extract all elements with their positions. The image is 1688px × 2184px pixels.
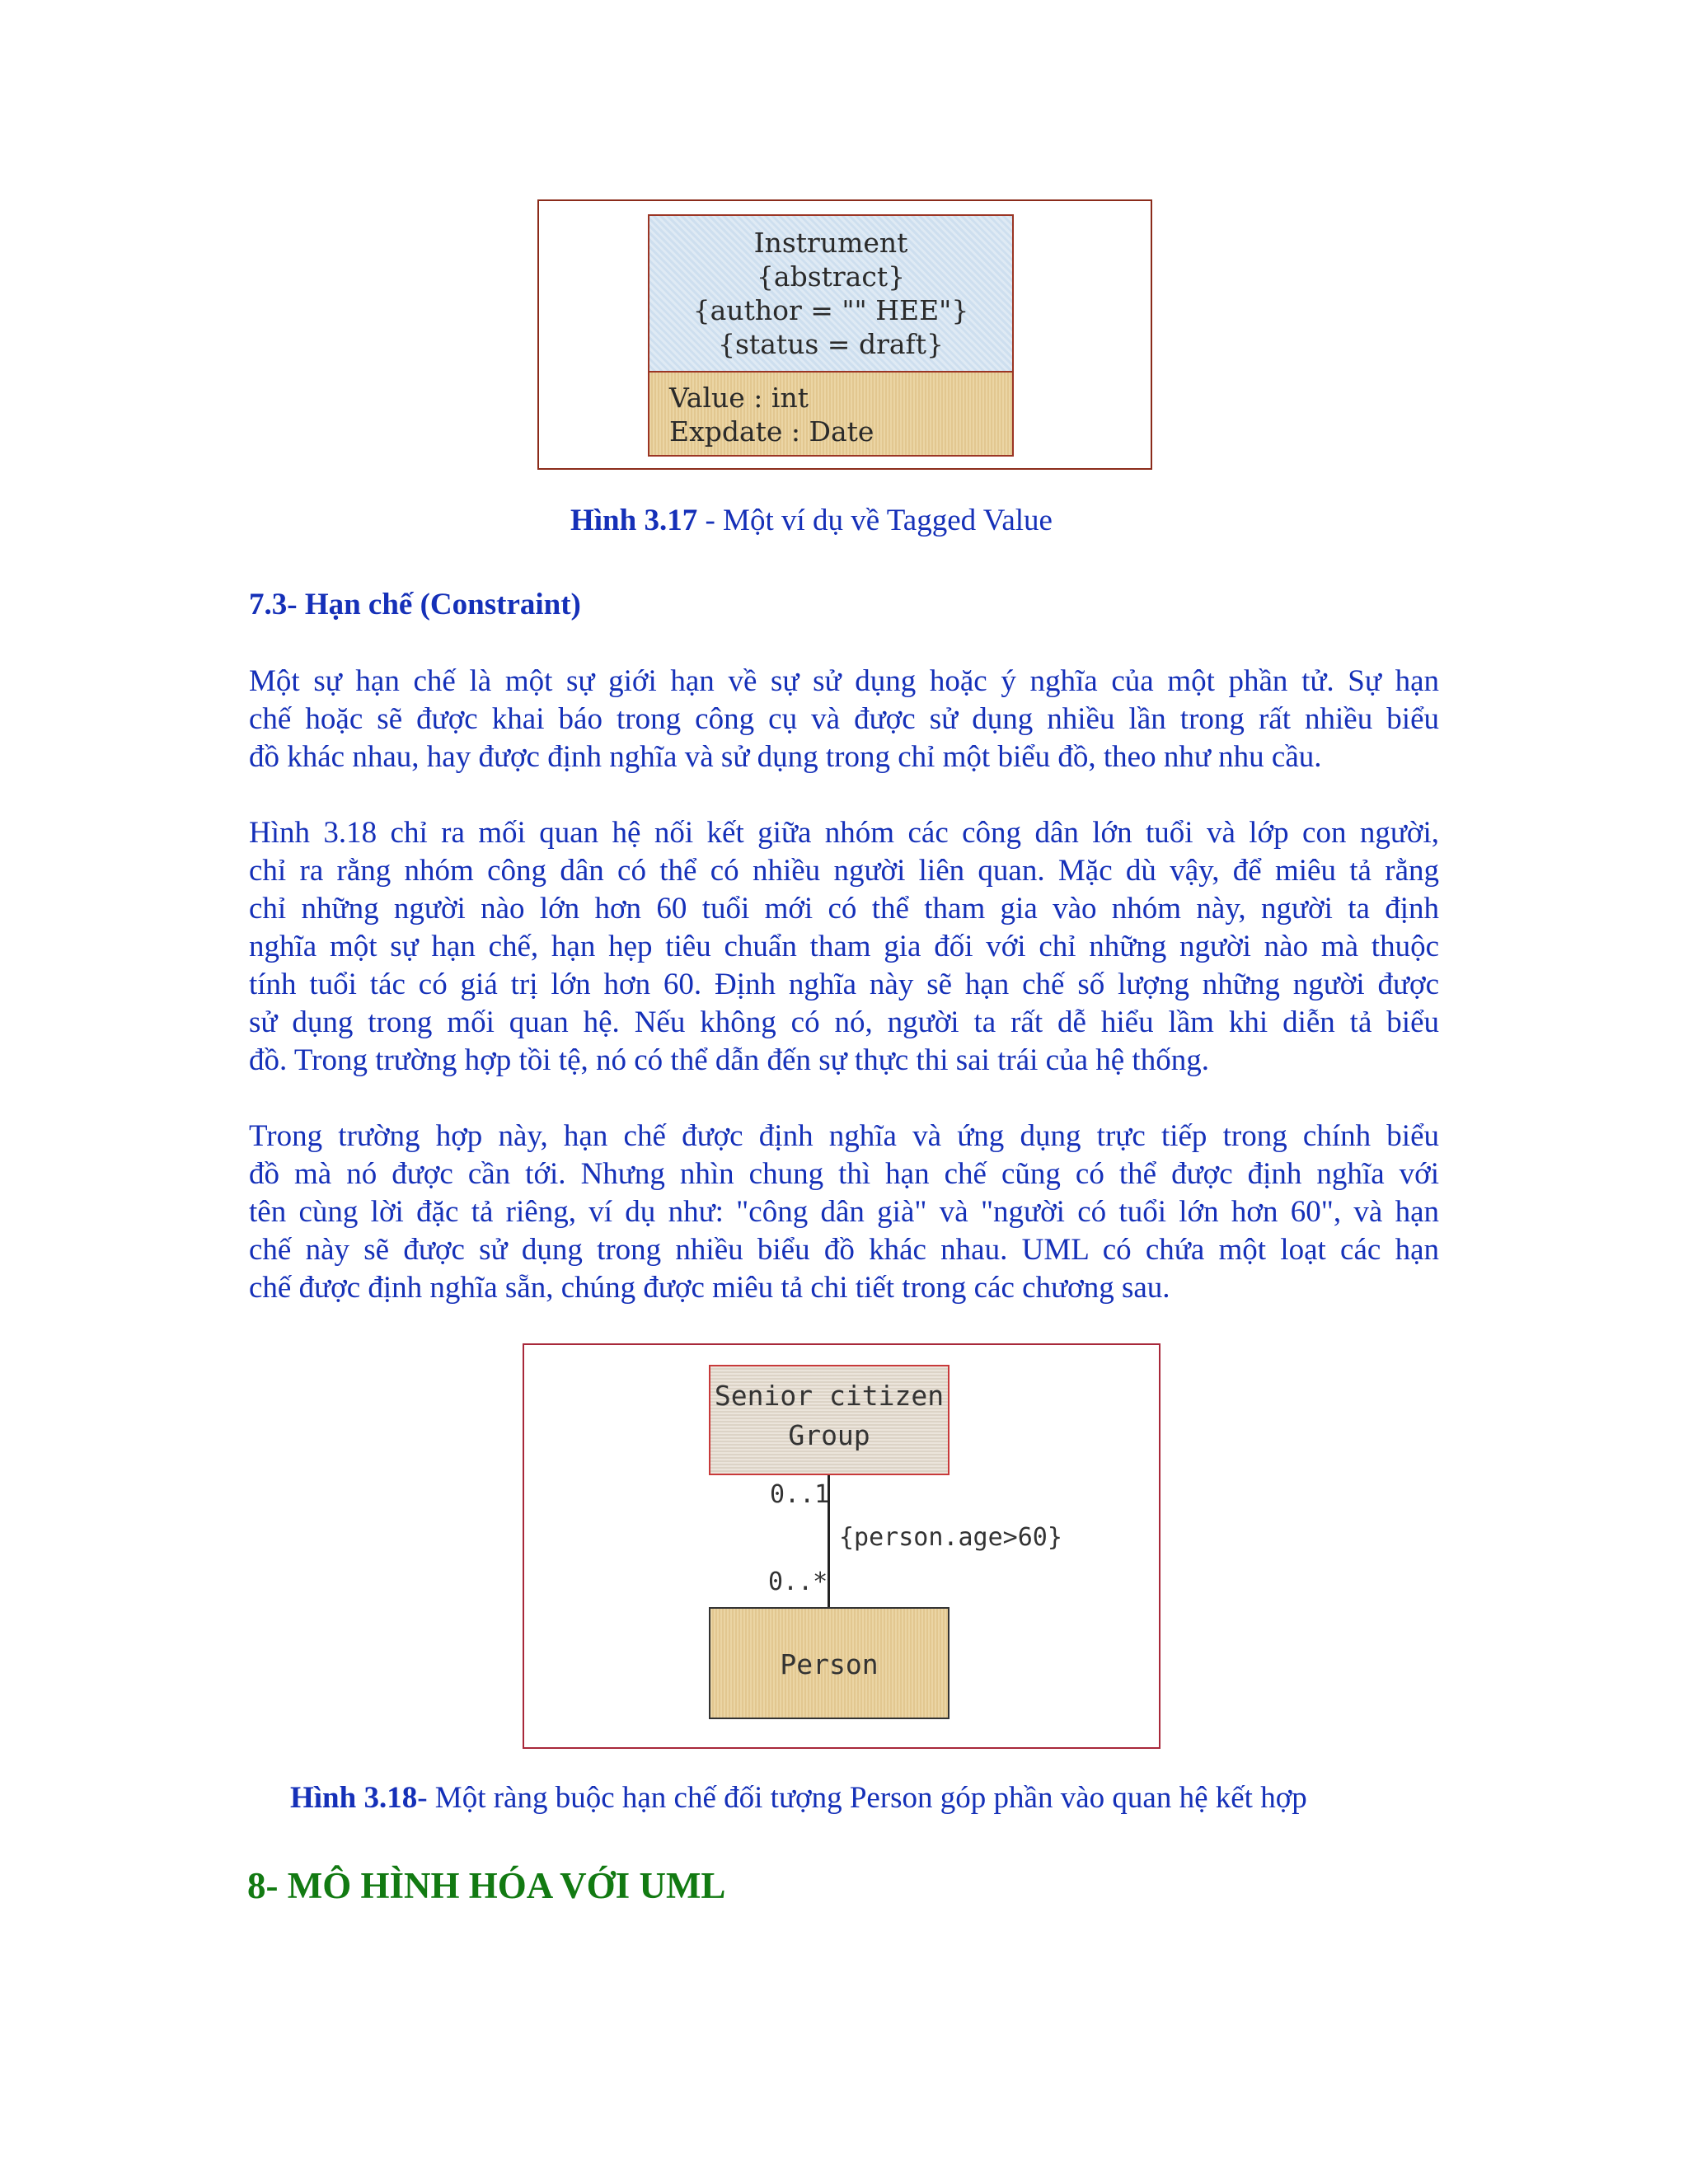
class-header bbox=[649, 216, 1012, 373]
paragraph-line: đồ. Trong trường hợp tồi tệ, nó có thể dẫn đến sự thực thi sai trái của hệ thống. bbox=[249, 1043, 1209, 1077]
group-name-line-2: Group bbox=[788, 1419, 870, 1451]
section-heading-7-3: 7.3- Hạn chế (Constraint) bbox=[249, 588, 581, 621]
paragraph-line: tên cùng lời đặc tả riêng, ví dụ như: "công dân già" và "người có tuổi lớn hơn 60", và hạn bbox=[249, 1195, 1439, 1229]
uml-class-senior-citizen-group bbox=[709, 1365, 950, 1475]
paragraph-line: chế được định nghĩa sẵn, chúng được miêu tả chi tiết trong các chương sau. bbox=[249, 1271, 1170, 1305]
tagged-value-status: {status = draft} bbox=[718, 328, 944, 360]
figure-3-17 bbox=[537, 199, 1152, 470]
section-heading-8: 8- MÔ HÌNH HÓA VỚI UML bbox=[247, 1865, 726, 1906]
paragraph-line: tính tuổi tác có giá trị lớn hơn 60. Định nghĩa này sẽ hạn chế số lượng những người được bbox=[249, 968, 1439, 1001]
figure-3-17-caption bbox=[570, 503, 1053, 538]
paragraph-line: Hình 3.18 chỉ ra mối quan hệ nối kết giữa nhóm các công dân lớn tuổi và lớp con người, bbox=[249, 816, 1439, 850]
paragraph-line: nghĩa một sự hạn chế, hạn hẹp tiêu chuẩn tham gia đối với chỉ những người nào mà thuộc bbox=[249, 930, 1439, 963]
paragraph-1 bbox=[249, 663, 1439, 776]
class-stereotype: {abstract} bbox=[756, 260, 906, 293]
caption-number: Hình 3.18 bbox=[290, 1781, 418, 1815]
paragraph-2 bbox=[249, 814, 1439, 1080]
caption-text: - Một ví dụ về Tagged Value bbox=[697, 504, 1053, 537]
multiplicity-top: 0..1 bbox=[770, 1480, 830, 1509]
attribute-expdate: Expdate : Date bbox=[669, 415, 874, 448]
figure-3-18 bbox=[523, 1343, 1160, 1749]
paragraph-line: sử dụng trong mối quan hệ. Nếu không có nó, người ta rất dễ hiểu lầm khi diễn tả biểu bbox=[249, 1005, 1439, 1039]
paragraph-line: Một sự hạn chế là một sự giới hạn về sự sử dụng hoặc ý nghĩa của một phần tử. Sự hạn bbox=[249, 664, 1439, 698]
caption-number: Hình 3.17 bbox=[570, 504, 698, 537]
tagged-value-author: {author = "" HEE"} bbox=[692, 294, 969, 326]
paragraph-line: đồ khác nhau, hay được định nghĩa và sử dụng trong chỉ một biểu đồ, theo như nhu cầu. bbox=[249, 740, 1322, 774]
paragraph-line: chế này sẽ được sử dụng trong nhiều biểu đồ khác nhau. UML có chứa một loạt các hạn bbox=[249, 1233, 1439, 1267]
constraint-label: {person.age>60} bbox=[839, 1523, 1062, 1552]
attribute-value: Value : int bbox=[669, 382, 809, 414]
paragraph-line: chỉ những người nào lớn hơn 60 tuổi mới có thể tham gia vào nhóm này, người ta định bbox=[249, 892, 1439, 926]
group-name-line-1: Senior citizen bbox=[714, 1380, 945, 1412]
caption-text: - Một ràng buộc hạn chế đối tượng Person góp phần vào quan hệ kết hợp bbox=[417, 1781, 1307, 1815]
uml-class-person: Person bbox=[709, 1607, 950, 1719]
paragraph-line: Trong trường hợp này, hạn chế được định nghĩa và ứng dụng trực tiếp trong chính biểu bbox=[249, 1119, 1439, 1153]
paragraph-3 bbox=[249, 1118, 1439, 1307]
uml-class-instrument bbox=[648, 214, 1014, 457]
figure-3-18-caption bbox=[290, 1780, 1307, 1816]
class-attributes bbox=[649, 373, 1012, 455]
paragraph-line: chỉ ra rằng nhóm công dân có thể có nhiều người liên quan. Mặc dù vậy, để miêu tả rằng bbox=[249, 854, 1439, 888]
multiplicity-bottom: 0..* bbox=[768, 1568, 828, 1596]
paragraph-line: chế hoặc sẽ được khai báo trong công cụ và được sử dụng nhiều lần trong rất nhiều biểu bbox=[249, 702, 1439, 736]
paragraph-line: đồ mà nó được cần tới. Nhưng nhìn chung thì hạn chế cũng có thể được định nghĩa với bbox=[249, 1157, 1439, 1191]
class-name: Instrument bbox=[753, 227, 908, 259]
